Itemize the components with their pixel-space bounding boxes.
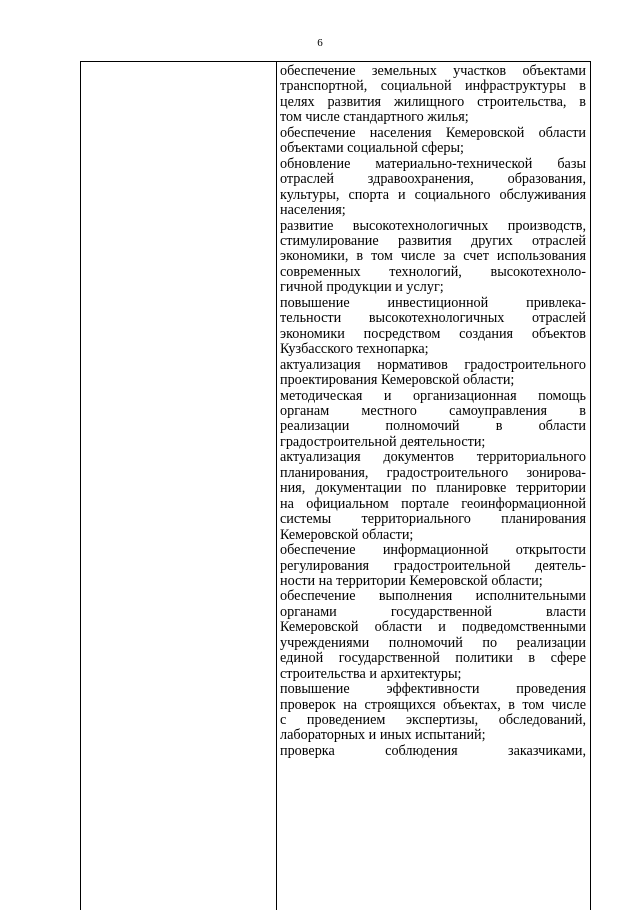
text-line: актуализация документов территориального [280, 449, 586, 466]
text-line: учреждениями полномочий по реализации [280, 634, 586, 651]
text-line: строительства и архитектуры; [280, 665, 462, 682]
list-item [280, 450, 586, 543]
text-line: культуры, спорта и социального обслуживания [280, 186, 586, 203]
text-line: проверка соблюдения заказчиками, [280, 742, 586, 759]
text-line: системы территориального планирования [280, 511, 586, 528]
list-item [280, 219, 586, 296]
list-item [280, 64, 586, 126]
text-line: развитие высокотехнологичных производств, [280, 217, 586, 234]
list-item [280, 126, 586, 157]
list-item [280, 358, 586, 389]
list-item [280, 157, 586, 219]
text-line: обеспечение информационной открытости [280, 542, 586, 559]
text-line: градостроительной деятельности; [280, 433, 486, 450]
text-line: отраслей здравоохранения, образования, [280, 171, 586, 188]
text-line: ния, документации по планировке территории [280, 480, 586, 497]
text-line: гичной продукции и услуг; [280, 279, 444, 296]
text-line: методическая и организационная помощь [280, 387, 586, 404]
text-line: реализации полномочий в области [280, 418, 586, 435]
text-line: органами государственной власти [280, 603, 586, 620]
page-number: 6 [317, 37, 323, 49]
text-line: регулирования градостроительной деятель- [280, 557, 586, 574]
text-line: Кузбасского технопарка; [280, 341, 429, 358]
text-line: том числе стандартного жилья; [280, 109, 469, 126]
list-item [280, 543, 586, 589]
text-line: целях развития жилищного строительства, в [280, 93, 586, 110]
text-line: ности на территории Кемеровской области; [280, 572, 543, 589]
text-line: населения; [280, 202, 346, 219]
text-line: экономики, в том числе за счет использования [280, 248, 586, 265]
text-line: с проведением экспертизы, обследований, [280, 712, 586, 729]
text-line: экономики посредством создания объектов [280, 325, 586, 342]
table-right-cell [280, 64, 586, 759]
text-line: лабораторных и иных испытаний; [280, 727, 486, 744]
text-line: актуализация нормативов градостроительного [280, 356, 586, 373]
text-line: проверок на строящихся объектах, в том числе [280, 696, 586, 713]
text-line: транспортной, социальной инфраструктуры в [280, 78, 586, 95]
text-line: современных технологий, высокотехноло- [280, 263, 586, 280]
text-line: органам местного самоуправления в [280, 402, 586, 419]
text-line: обновление материально-технической базы [280, 155, 586, 172]
table-left-cell [81, 62, 277, 910]
text-line: повышение инвестиционной привлека- [280, 294, 586, 311]
list-item [280, 682, 586, 744]
text-line: тельности высокотехнологичных отраслей [280, 310, 586, 327]
text-line: планирования, градостроительного зонирова- [280, 464, 586, 481]
text-line: единой государственной политики в сфере [280, 650, 586, 667]
list-item [280, 744, 586, 759]
text-line: повышение эффективности проведения [280, 681, 586, 698]
list-item [280, 589, 586, 682]
text-line: стимулирование развития других отраслей [280, 232, 586, 249]
text-line: обеспечение населения Кемеровской области [280, 124, 586, 141]
document-table [80, 61, 591, 910]
text-line: на официальном портале геоинформационной [280, 495, 586, 512]
text-line: обеспечение земельных участков объектами [280, 63, 586, 79]
list-item [280, 389, 586, 451]
text-line: объектами социальной сферы; [280, 140, 464, 157]
text-line: проектирования Кемеровской области; [280, 372, 515, 389]
text-line: Кемеровской области и подведомственными [280, 619, 586, 636]
list-item [280, 296, 586, 358]
text-line: Кемеровской области; [280, 526, 414, 543]
text-line: обеспечение выполнения исполнительными [280, 588, 586, 605]
